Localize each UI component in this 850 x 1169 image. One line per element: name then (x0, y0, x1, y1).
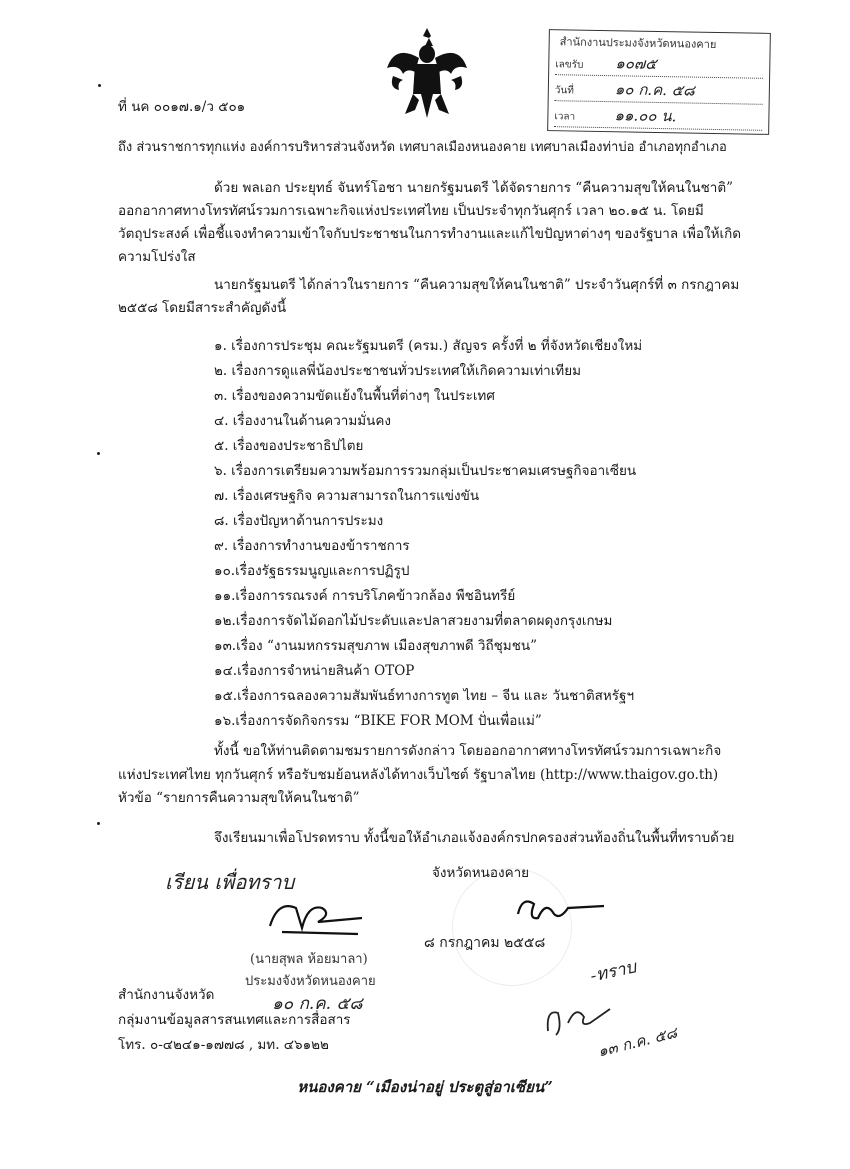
stamp-row-date (555, 80, 763, 105)
province-label: จังหวัดหนองคาย (432, 865, 530, 881)
handwritten-note-left: เรียน เพื่อทราบ (165, 870, 295, 894)
receipt-stamp (547, 29, 771, 135)
stamp-number-label: เลขรับ (555, 59, 584, 71)
para1-line4: ความโปร่งใส (118, 249, 196, 265)
governor-signature (508, 890, 608, 930)
para3-line2: แห่งประเทศไทย ทุกวันศุกร์ หรือรับชมย้อนหลังได้ทางเว็บไซต์ รัฐบาลไทย (http://www.thaigov.go.th) (118, 767, 719, 783)
office-name: สำนักงานจังหวัด (118, 987, 215, 1003)
topic-item: ๓. เรื่องของความขัดแย้งในพื้นที่ต่างๆ ในประเทศ (214, 388, 495, 404)
handwritten-date: ๑๐ ก.ค. ๕๘ (272, 994, 363, 1014)
signer-title: ประมงจังหวัดหนองคาย (245, 974, 376, 989)
para3-line3: หัวข้อ “รายการคืนความสุขให้คนในชาติ” (118, 790, 360, 806)
stamp-number-value: ๑๐๗๕ (615, 54, 657, 73)
topic-item: ๙. เรื่องการทำงานของข้าราชการ (214, 538, 410, 554)
topic-item: ๘. เรื่องปัญหาด้านการประมง (214, 513, 384, 529)
contact-phone: โทร. ๐-๔๒๔๑-๑๗๗๘ , มท. ๔๖๑๒๒ (118, 1037, 329, 1053)
topic-item: ๑๐.เรื่องรัฐธรรมนูญและการปฏิรูป (214, 563, 410, 579)
para4: จึงเรียนมาเพื่อโปรดทราบ ทั้งนี้ขอให้อำเภอแจ้งองค์กรปกครองส่วนท้องถิ่นในพื้นที่ทราบด้วย (214, 830, 735, 846)
para1-line3: วัตถุประสงค์ เพื่อชี้แจงทำความเข้าใจกับประชาชนในการทำงานและแก้ไขปัญหาต่างๆ ของรัฐบาล เพื่อให้เกิด (118, 226, 742, 242)
topic-item: ๕. เรื่องของประชาธิปไตย (214, 438, 364, 454)
stamp-title: สำนักงานประมงจังหวัดหนองคาย (559, 35, 717, 51)
garuda-emblem (385, 24, 469, 120)
officer-signature (262, 896, 368, 944)
para2-line2: ๒๕๕๘ โดยมีสาระสำคัญดังนี้ (118, 300, 287, 316)
stamp-time-label: เวลา (554, 111, 576, 123)
para2-line1: นายกรัฐมนตรี ได้กล่าวในรายการ “คืนความสุขให้คนในชาติ” ประจำวันศุกร์ที่ ๓ กรกฎาคม (214, 277, 740, 293)
scan-speck (98, 84, 101, 87)
stamp-row-time (554, 106, 762, 131)
topic-item: ๔. เรื่องงานในด้านความมั่นคง (214, 413, 392, 429)
stamp-date-value: ๑๐ ก.ค. ๕๘ (614, 80, 695, 100)
para1-line2: ออกอากาศทางโทรทัศน์รวมการเฉพาะกิจแห่งประเทศไทย เป็นประจำทุกวันศุกร์ เวลา ๒๐.๑๕ น. โดยมี (118, 203, 704, 219)
division-name: กลุ่มงานข้อมูลสารสนเทศและการสื่อสาร (118, 1012, 351, 1028)
topic-item: ๑๕.เรื่องการฉลองความสัมพันธ์ทางการทูต ไทย – จีน และ วันชาติสหรัฐฯ (214, 688, 635, 704)
signer-name: (นายสุพล ห้อยมาลา) (250, 952, 368, 967)
stamp-date-label: วันที่ (554, 85, 574, 97)
para1-line1: ด้วย พลเอก ประยุทธ์ จันทร์โอชา นายกรัฐมนตรี ได้จัดรายการ “คืนความสุขให้คนในชาติ” (214, 180, 734, 196)
topic-item: ๗. เรื่องเศรษฐกิจ ความสามารถในการแข่งขัน (214, 488, 480, 504)
footer-motto: หนองคาย “เมืองน่าอยู่ ประตูสู่อาเซียน” (297, 1078, 553, 1096)
topic-item: ๑๑.เรื่องการรณรงค์ การบริโภคข้าวกล้อง พืชอินทรีย์ (214, 588, 516, 604)
stamp-row-number (555, 54, 763, 79)
topic-item: ๑๔.เรื่องการจำหน่ายสินค้า OTOP (214, 663, 415, 679)
para3-line1: ทั้งนี้ ขอให้ท่านติดตามชมรายการดังกล่าว โดยออกอากาศทางโทรทัศน์รวมการเฉพาะกิจ (214, 743, 722, 759)
reference-number: ที่ นค ๐๐๑๗.๑/ว ๕๐๑ (118, 99, 246, 115)
signed-date: ๘ กรกฎาคม ๒๕๕๘ (424, 935, 546, 951)
stamp-title-row (556, 32, 764, 56)
addressee: ถึง ส่วนราชการทุกแห่ง องค์การบริหารส่วนจังหวัด เทศบาลเมืองหนองคาย เทศบาลเมืองท่าบ่อ อำเภอทุกอำเภอ (118, 140, 727, 155)
topic-item: ๑๒.เรื่องการจัดไม้ดอกไม้ประดับและปลาสวยงามที่ตลาดผดุงกรุงเกษม (214, 613, 613, 629)
topic-item: ๑. เรื่องการประชุม คณะรัฐมนตรี (ครม.) สัญจร ครั้งที่ ๒ ที่จังหวัดเชียงใหม่ (214, 338, 643, 354)
topic-item: ๑๖.เรื่องการจัดกิจกรรม “BIKE FOR MOM ปั่นเพื่อแม่” (214, 713, 542, 729)
handwritten-date-right: ๑๓ ก.ค. ๕๘ (596, 1023, 679, 1061)
topic-item: ๖. เรื่องการเตรียมความพร้อมการรวมกลุ่มเป็นประชาคมเศรษฐกิจอาเซียน (214, 463, 637, 479)
handwritten-acknowledge: -ทราบ (588, 957, 639, 987)
stamp-time-value: ๑๑.๐๐ น. (614, 106, 677, 126)
topic-item: ๒. เรื่องการดูแลพี่น้องประชาชนทั่วประเทศให้เกิดความเท่าเทียม (214, 363, 582, 379)
scan-speck (97, 452, 100, 455)
scan-speck (97, 822, 100, 825)
topic-item: ๑๓.เรื่อง “งานมหกรรมสุขภาพ เมืองสุขภาพดี วิถีชุมชน” (214, 638, 537, 654)
